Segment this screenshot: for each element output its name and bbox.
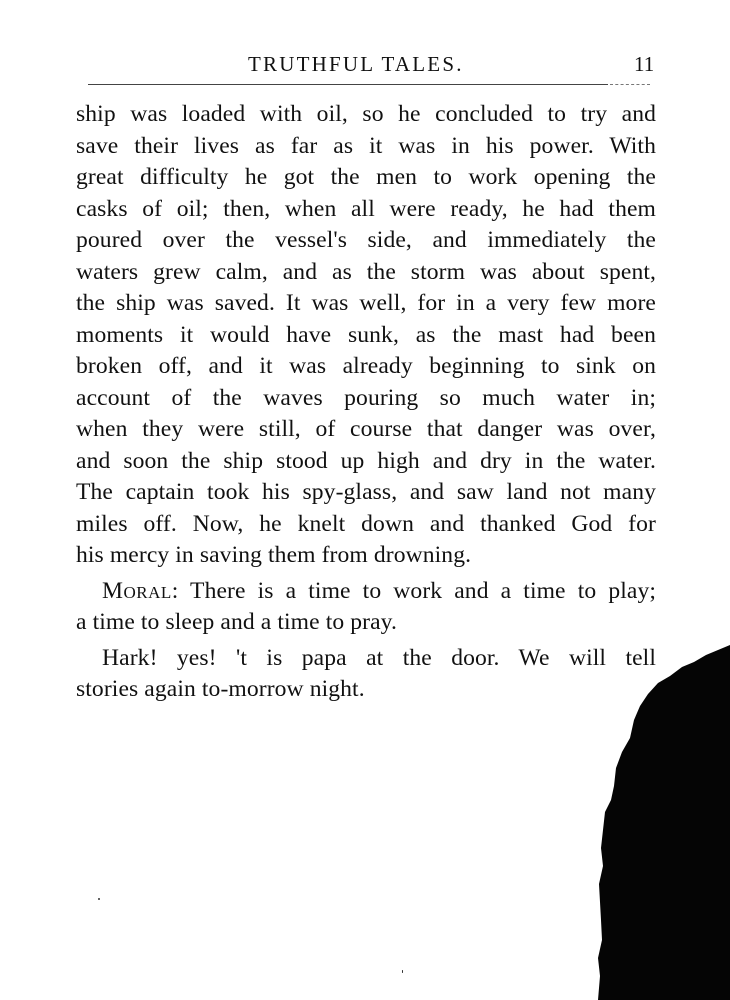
text-line: his mercy in saving them from drowning. (76, 542, 472, 568)
text-line: broken off, and it was already beginning to sink on (76, 353, 656, 379)
text-line: account of the waves pouring so much water in; (76, 384, 656, 411)
text-line: ship was loaded with oil, so he concluded to try and (76, 101, 656, 127)
page-number: 11 (634, 52, 655, 76)
text-line: save their lives as far as it was in his power. With (76, 132, 656, 159)
running-title: TRUTHFUL TALES. (248, 52, 464, 76)
paper-speck (98, 898, 100, 900)
text-line: casks of oil; then, when all were ready, he had them (76, 195, 656, 222)
text-line: and soon the ship stood up high and dry in the water. (76, 447, 656, 474)
text-line: poured over the vessel's side, and immediately the (76, 227, 656, 253)
torn-page-shadow-shape (598, 645, 730, 1000)
moral-text: : There is a time to work and a time to play; (171, 577, 656, 604)
text-line: waters grew calm, and as the storm was about spent, (76, 258, 656, 285)
text-line: a time to sleep and a time to pray. (76, 609, 398, 635)
text-line: Hark! yes! 't is papa at the door. We will tell (102, 644, 656, 671)
text-line: moments it would have sunk, as the mast had been (76, 321, 656, 348)
text-line: when they were still, of course that danger was over, (76, 416, 656, 442)
paper-speck (402, 970, 403, 973)
text-line: the ship was saved. It was well, for in a very few more (76, 290, 656, 316)
text-line: great difficulty he got the men to work opening the (76, 164, 656, 190)
text-line: The captain took his spy-glass, and saw land not many (76, 479, 656, 505)
text-line: miles off. Now, he knelt down and thanked God for (76, 510, 656, 537)
moral-label: Moral (102, 577, 172, 604)
text-line: stories again to-morrow night. (76, 676, 365, 702)
